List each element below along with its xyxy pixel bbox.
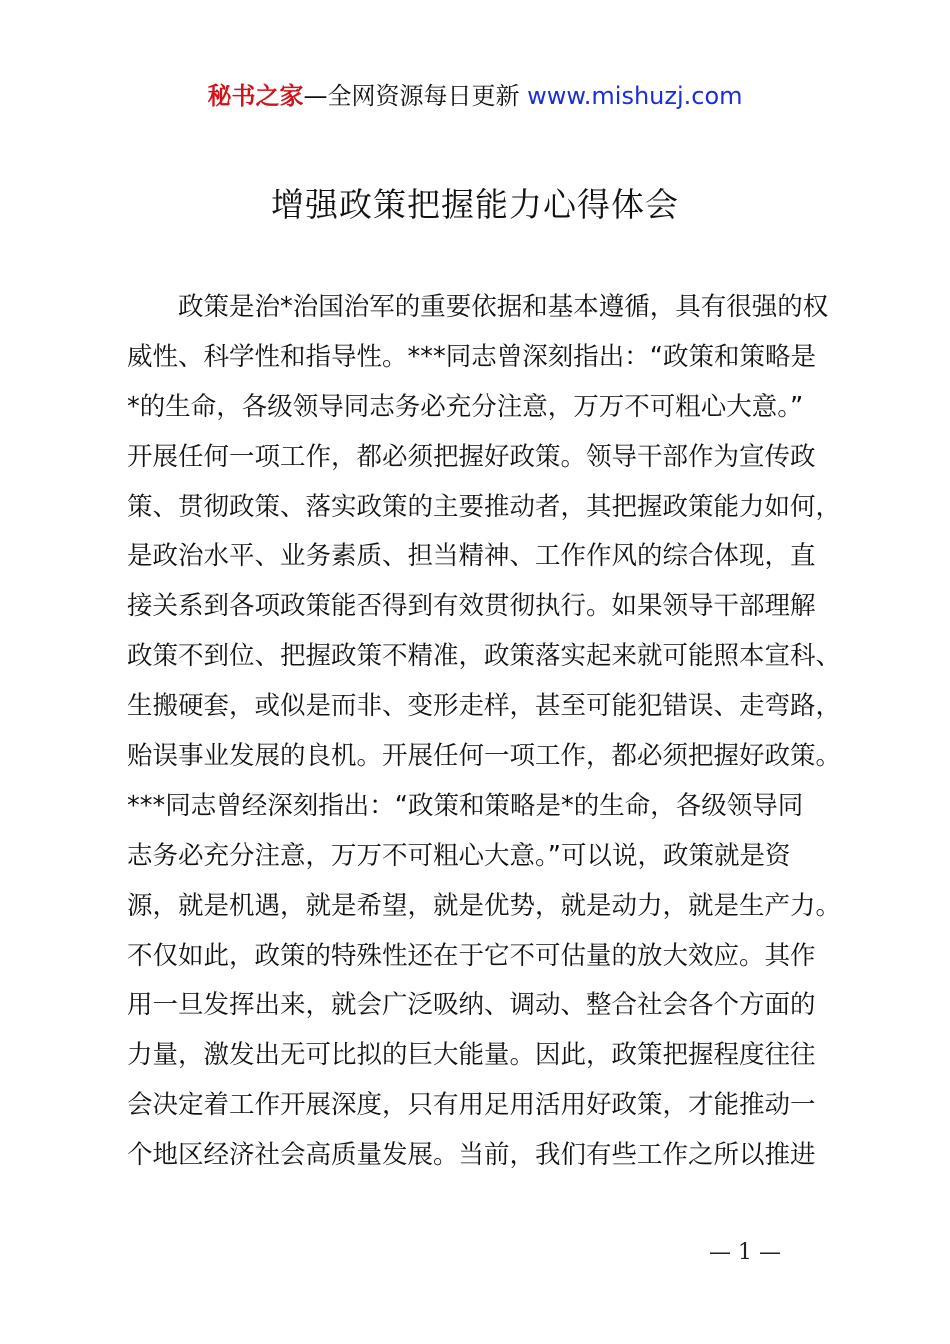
body-line: 威性、科学性和指导性。***同志曾深刻指出：“政策和策略是: [127, 341, 816, 372]
body-line: 不仅如此，政策的特殊性还在于它不可估量的放大效应。其作: [127, 940, 816, 971]
document-body: [127, 283, 847, 1181]
page-number: — 1 —: [709, 1240, 781, 1265]
body-line: 贻误事业发展的良机。开展任何一项工作，都必须把握好政策。: [127, 741, 842, 772]
body-line: 开展任何一项工作，都必须把握好政策。领导干部作为宣传政: [127, 441, 816, 472]
body-line: *的生命，各级领导同志务必充分注意，万万不可粗心大意。”: [127, 391, 804, 422]
site-tagline: —全网资源每日更新: [303, 82, 520, 110]
body-line: 接关系到各项政策能否得到有效贯彻执行。如果领导干部理解: [127, 591, 816, 622]
body-line: 志务必充分注意，万万不可粗心大意。”可以说，政策就是资: [127, 840, 791, 871]
site-brand: 秘书之家: [207, 82, 304, 110]
body-line: 政策是治*治国治军的重要依据和基本遵循，具有很强的权: [178, 292, 829, 322]
body-line: 源，就是机遇，就是希望，就是优势，就是动力，就是生产力。: [127, 890, 842, 921]
body-line: 个地区经济社会高质量发展。当前，我们有些工作之所以推进: [127, 1140, 816, 1171]
document-title: 增强政策把握能力心得体会: [271, 185, 679, 224]
body-line: 是政治水平、业务素质、担当精神、工作作风的综合体现，直: [127, 541, 816, 572]
site-header: [0, 80, 950, 112]
body-line: 用一旦发挥出来，就会广泛吸纳、调动、整合社会各个方面的: [127, 990, 816, 1021]
body-line: 策、贯彻政策、落实政策的主要推动者，其把握政策能力如何，: [127, 491, 842, 522]
body-line: 力量，激发出无可比拟的巨大能量。因此，政策把握程度往往: [127, 1040, 816, 1071]
body-line: 政策不到位、把握政策不精准，政策落实起来就可能照本宣科、: [127, 641, 842, 672]
body-line: ***同志曾经深刻指出：“政策和策略是*的生命，各级领导同: [127, 790, 804, 821]
body-line: 会决定着工作开展深度，只有用足用活用好政策，才能推动一: [127, 1090, 816, 1121]
site-url-link[interactable]: www.mishuzj.com: [527, 82, 743, 110]
body-line: 生搬硬套，或似是而非、变形走样，甚至可能犯错误、走弯路，: [127, 691, 842, 722]
